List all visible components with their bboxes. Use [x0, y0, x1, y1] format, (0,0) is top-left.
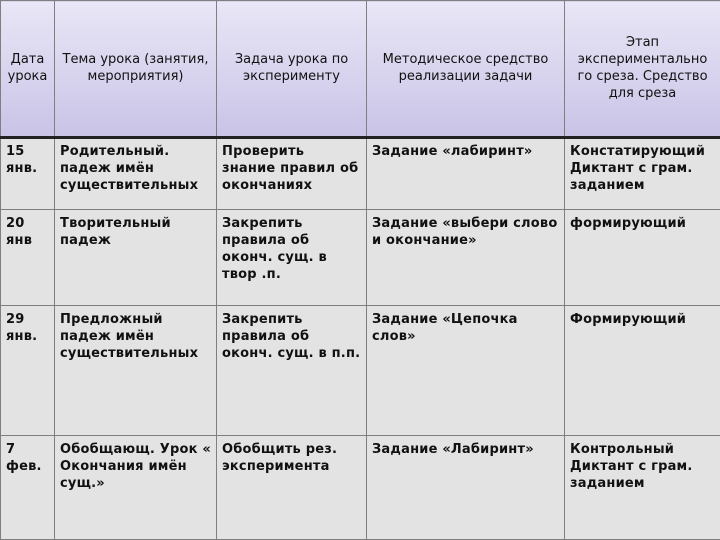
cell-stage: Констатирующий Диктант с грам. заданием [565, 138, 720, 210]
table-row [1, 436, 720, 540]
table-row [1, 306, 720, 436]
cell-stage: Формирующий [565, 306, 720, 436]
cell-task: Обобщить рез. эксперимента [217, 436, 367, 540]
header-task: Задача урока по эксперименту [217, 1, 367, 138]
header-stage: Этап экспериментально го среза. Средство для среза [565, 1, 720, 138]
cell-task: Проверить знание правил об окончаниях [217, 138, 367, 210]
cell-method: Задание «выбери слово и окончание» [367, 210, 565, 306]
cell-task: Закрепить правила об оконч. сущ. в твор .п. [217, 210, 367, 306]
cell-topic: Предложный падеж имён существительных [55, 306, 217, 436]
cell-date: 29 янв. [1, 306, 55, 436]
table-row [1, 210, 720, 306]
cell-topic: Творительный падеж [55, 210, 217, 306]
cell-method: Задание «Цепочка слов» [367, 306, 565, 436]
cell-task: Закрепить правила об оконч. сущ. в п.п. [217, 306, 367, 436]
cell-stage: Контрольный Диктант с грам. заданием [565, 436, 720, 540]
cell-method: Задание «лабиринт» [367, 138, 565, 210]
cell-date: 15 янв. [1, 138, 55, 210]
table-row [1, 138, 720, 210]
table-header-row [1, 1, 720, 138]
header-date: Дата урока [1, 1, 55, 138]
cell-topic: Родительный. падеж имён существительных [55, 138, 217, 210]
cell-stage: формирующий [565, 210, 720, 306]
cell-method: Задание «Лабиринт» [367, 436, 565, 540]
header-method: Методическое средство реализации задачи [367, 1, 565, 138]
cell-date: 7 фев. [1, 436, 55, 540]
header-divider [0, 136, 720, 139]
header-topic: Тема урока (занятия, мероприятия) [55, 1, 217, 138]
cell-date: 20 янв [1, 210, 55, 306]
cell-topic: Обобщающ. Урок « Окончания имён сущ.» [55, 436, 217, 540]
